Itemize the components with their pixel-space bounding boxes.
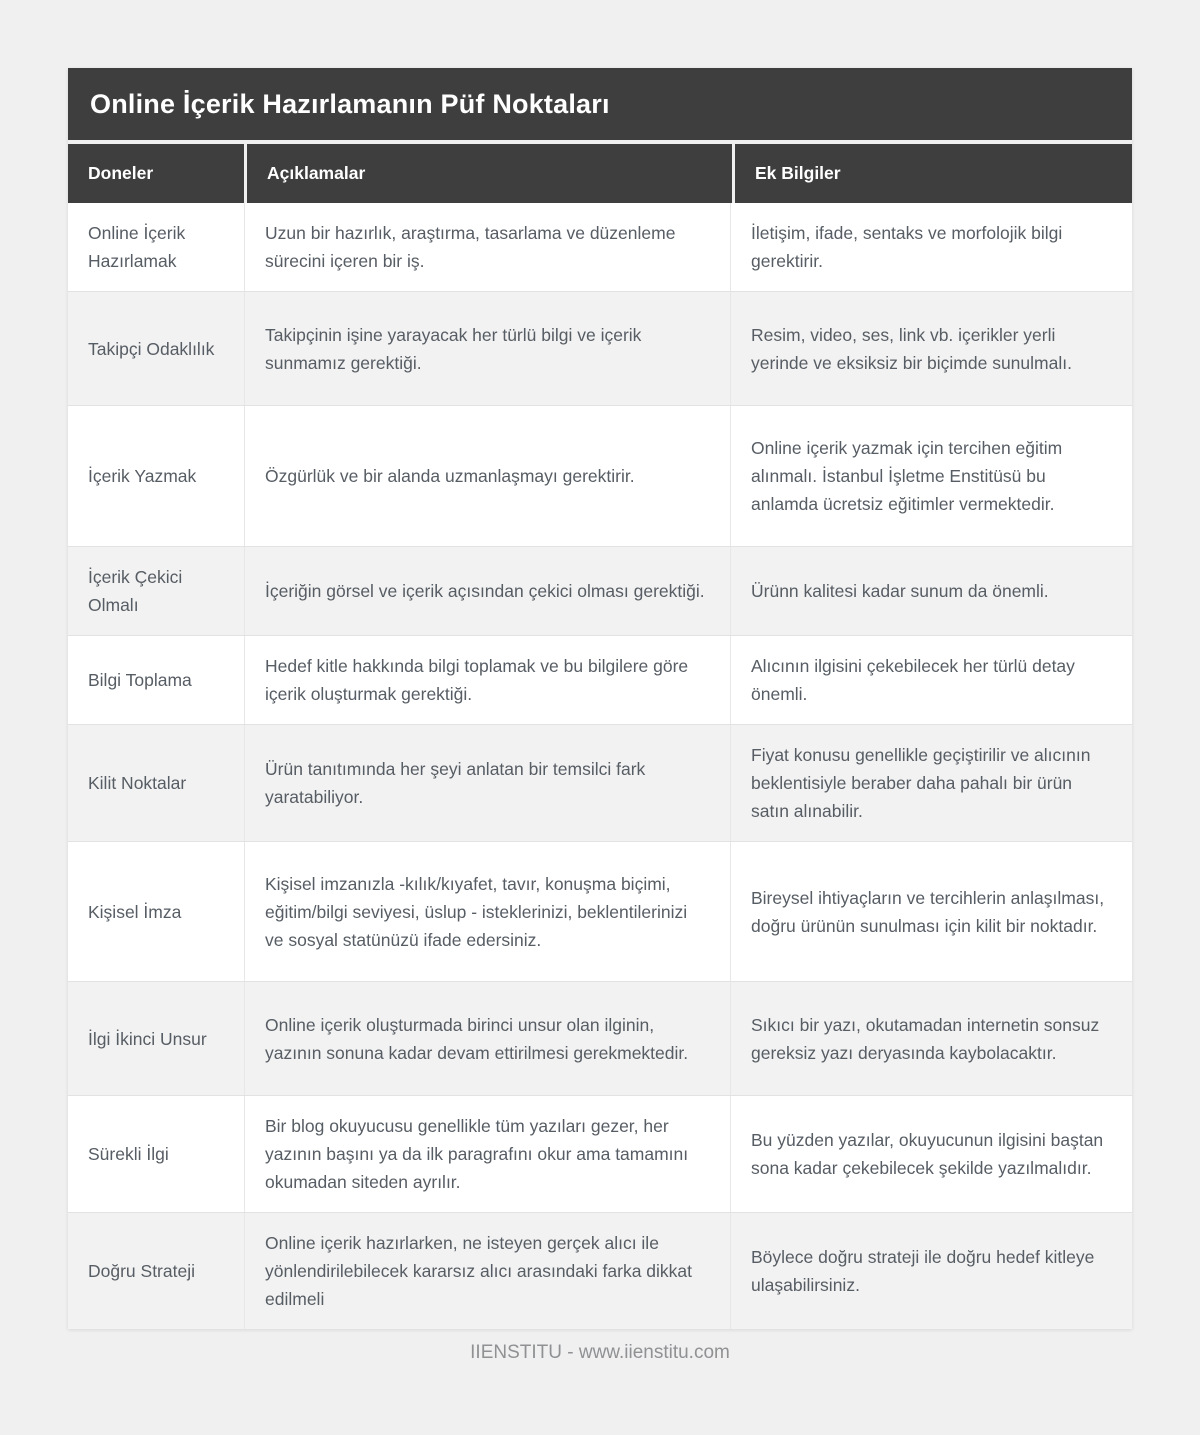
row-description-cell bbox=[244, 292, 730, 405]
table-row bbox=[68, 546, 1132, 635]
cell-text: İçeriğin görsel ve içerik açısından çekici olması gerektiği. bbox=[265, 581, 705, 601]
row-label-cell bbox=[68, 547, 244, 635]
row-extra-info-cell bbox=[730, 1213, 1132, 1329]
cell-text: Özgürlük ve bir alanda uzmanlaşmayı gerektirir. bbox=[265, 466, 635, 486]
cell-text: Hedef kitle hakkında bilgi toplamak ve bu bilgilere göre içerik oluşturmak gerektiği. bbox=[265, 656, 689, 704]
cell-text: Bir blog okuyucusu genellikle tüm yazıları gezer, her yazının başını ya da ilk paragrafını okur ama tamamını okumadan siteden ayrılır. bbox=[265, 1116, 689, 1192]
row-description-cell bbox=[244, 842, 730, 981]
row-extra-info-cell bbox=[730, 1096, 1132, 1212]
cell-text: Resim, video, ses, link vb. içerikler yerli yerinde ve eksiksiz bir biçimde sunulmalı. bbox=[751, 324, 1072, 373]
row-label-cell bbox=[68, 292, 244, 405]
row-extra-info-cell bbox=[730, 636, 1132, 724]
cell-text: Takipçi Odaklılık bbox=[88, 338, 215, 359]
table-header-row bbox=[68, 144, 1132, 203]
table-row bbox=[68, 291, 1132, 405]
row-label-cell bbox=[68, 1096, 244, 1212]
row-label-cell bbox=[68, 725, 244, 841]
row-description-cell bbox=[244, 406, 730, 546]
table-row bbox=[68, 724, 1132, 841]
row-description-cell bbox=[244, 1096, 730, 1212]
cell-text: Online İçerik Hazırlamak bbox=[88, 223, 186, 271]
row-extra-info-cell bbox=[730, 406, 1132, 546]
cell-text: Online içerik oluşturmada birinci unsur olan ilginin, yazının sonuna kadar devam ettirilmesi gerekmektedir. bbox=[265, 1014, 689, 1063]
cell-text: Doğru Strateji bbox=[88, 1261, 195, 1281]
cell-text: Kişisel imzanızla -kılık/kıyafet, tavır, konuşma biçimi, eğitim/bilgi seviyesi, üslup - isteklerinizi, beklentilerinizi ve sosyal statünüzü ifade edersiniz. bbox=[265, 873, 688, 950]
page-title: Online İçerik Hazırlamanın Püf Noktaları bbox=[68, 68, 1132, 140]
row-extra-info-cell bbox=[730, 982, 1132, 1095]
row-extra-info-cell bbox=[730, 842, 1132, 981]
cell-text: Bu yüzden yazılar, okuyucunun ilgisini baştan sona kadar çekebilecek şekilde yazılmalıdır. bbox=[751, 1130, 1104, 1178]
cell-text: Bilgi Toplama bbox=[88, 670, 192, 690]
row-extra-info-cell bbox=[730, 725, 1132, 841]
cell-text: Alıcının ilgisini çekebilecek her türlü detay önemli. bbox=[751, 656, 1075, 704]
cell-text: Online içerik yazmak için tercihen eğitim alınmalı. İstanbul İşletme Enstitüsü bu anlamda ücretsiz eğitimler vermektedir. bbox=[751, 438, 1063, 514]
row-description-cell bbox=[244, 203, 730, 291]
cell-text: Fiyat konusu genellikle geçiştirilir ve alıcının beklentisiyle beraber daha pahalı bir ürün satın alınabilir. bbox=[751, 745, 1091, 821]
row-description-cell bbox=[244, 982, 730, 1095]
row-extra-info-cell bbox=[730, 203, 1132, 291]
row-label-cell bbox=[68, 406, 244, 546]
cell-text: Böylece doğru strateji ile doğru hedef kitleye ulaşabilirsiniz. bbox=[751, 1247, 1095, 1295]
row-label-cell bbox=[68, 636, 244, 724]
cell-text: İletişim, ifade, sentaks ve morfolojik bilgi gerektirir. bbox=[751, 223, 1063, 271]
cell-text: Kişisel İmza bbox=[88, 901, 182, 922]
column-header-aciklamalar: Açıklamalar bbox=[247, 144, 732, 203]
row-label-cell bbox=[68, 842, 244, 981]
cell-text: İçerik Çekici Olmalı bbox=[88, 567, 183, 615]
row-extra-info-cell bbox=[730, 292, 1132, 405]
row-description-cell bbox=[244, 636, 730, 724]
column-header-doneler: Doneler bbox=[68, 144, 244, 203]
cell-text: Bireysel ihtiyaçların ve tercihlerin anlaşılması, doğru ürünün sunulması için kilit bir noktadır. bbox=[751, 887, 1105, 936]
cell-text: İlgi İkinci Unsur bbox=[88, 1028, 207, 1049]
table-row bbox=[68, 405, 1132, 546]
table-row bbox=[68, 1095, 1132, 1212]
table-row bbox=[68, 841, 1132, 981]
table-row bbox=[68, 1212, 1132, 1329]
table-body bbox=[68, 203, 1132, 1329]
row-label-cell bbox=[68, 982, 244, 1095]
cell-text: Uzun bir hazırlık, araştırma, tasarlama ve düzenleme sürecini içeren bir iş. bbox=[265, 223, 676, 271]
cell-text: Kilit Noktalar bbox=[88, 773, 187, 793]
table-row bbox=[68, 203, 1132, 291]
cell-text: İçerik Yazmak bbox=[88, 466, 197, 486]
row-label-cell bbox=[68, 1213, 244, 1329]
content-table-card bbox=[68, 68, 1132, 1329]
cell-text: Sıkıcı bir yazı, okutamadan internetin sonsuz gereksiz yazı deryasında kaybolacaktır. bbox=[751, 1014, 1100, 1063]
footer-credit: IIENSTITU - www.iienstitu.com bbox=[470, 1342, 730, 1363]
column-header-ek-bilgiler: Ek Bilgiler bbox=[735, 144, 1132, 203]
table-row bbox=[68, 635, 1132, 724]
cell-text: Ürün tanıtımında her şeyi anlatan bir temsilci fark yaratabiliyor. bbox=[265, 759, 646, 807]
cell-text: Ürünn kalitesi kadar sunum da önemli. bbox=[751, 581, 1049, 601]
table-row bbox=[68, 981, 1132, 1095]
row-description-cell bbox=[244, 1213, 730, 1329]
row-description-cell bbox=[244, 547, 730, 635]
cell-text: Online içerik hazırlarken, ne isteyen gerçek alıcı ile yönlendirilebilecek kararsız alıcı arasındaki farka dikkat edilmeli bbox=[265, 1233, 692, 1309]
cell-text: Sürekli İlgi bbox=[88, 1144, 169, 1164]
row-description-cell bbox=[244, 725, 730, 841]
row-extra-info-cell bbox=[730, 547, 1132, 635]
row-label-cell bbox=[68, 203, 244, 291]
cell-text: Takipçinin işine yarayacak her türlü bilgi ve içerik sunmamız gerektiği. bbox=[265, 324, 642, 373]
